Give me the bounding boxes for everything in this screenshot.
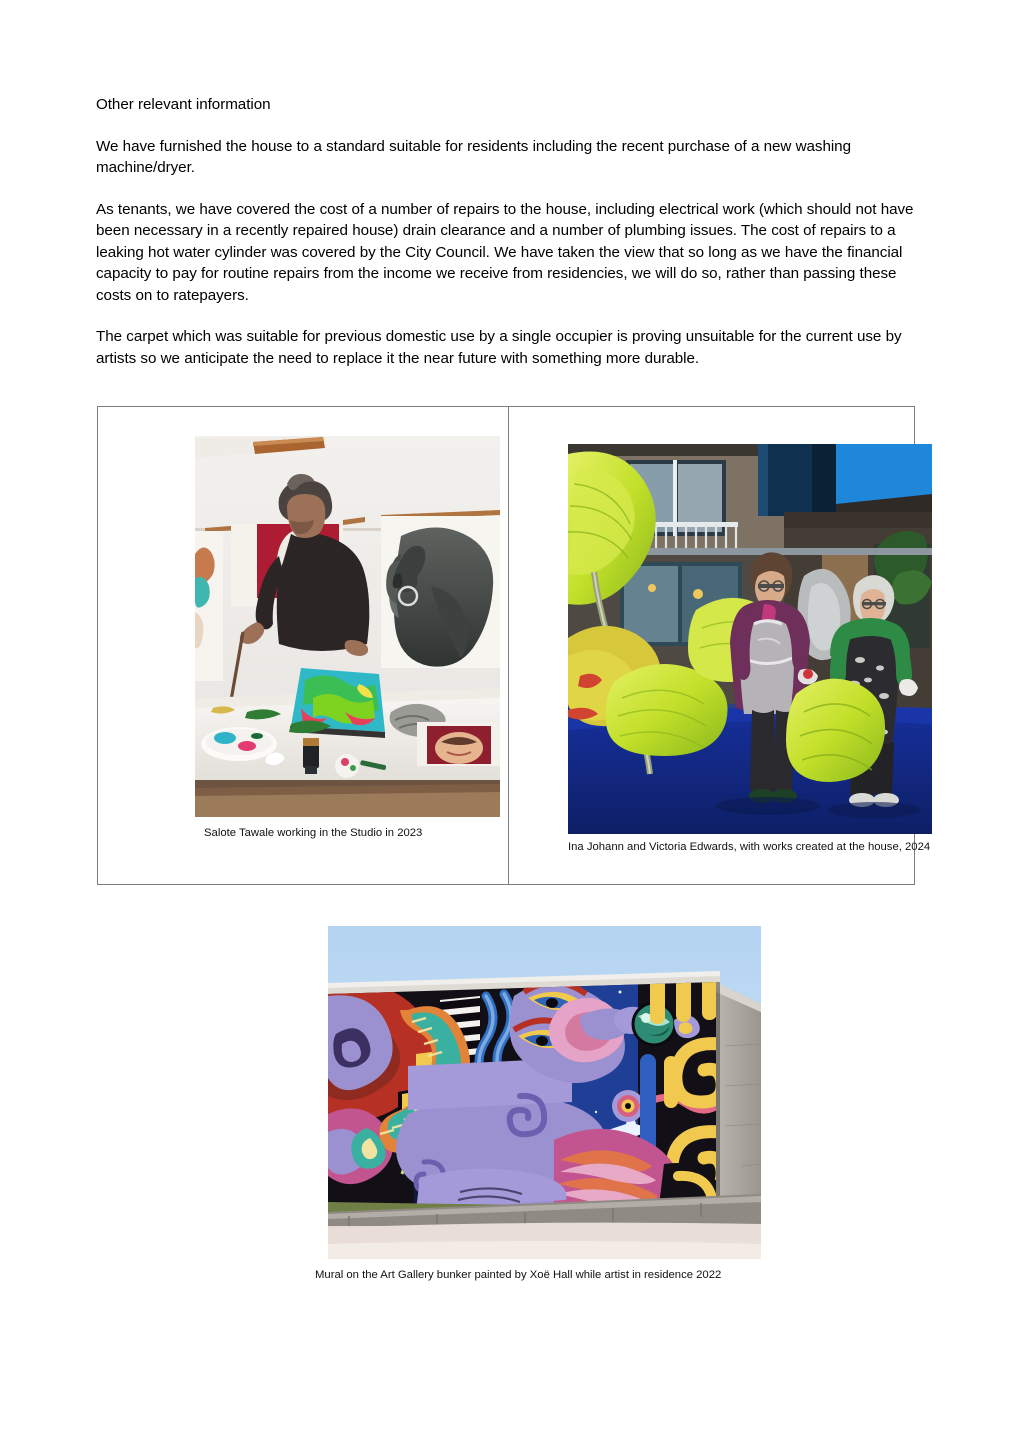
paragraph-carpet: The carpet which was suitable for previous domestic use by a single occupier is proving unsuitable for the current use by artists so we anticipate the need to replace it the near future with something more durable. [96, 328, 902, 367]
table-cell-left [98, 407, 509, 884]
document-text-body [96, 94, 914, 369]
figure-mural [315, 926, 761, 1282]
section-heading: Other relevant information [96, 96, 271, 113]
house-photo-caption: Ina Johann and Victoria Edwards, with works created at the house, 2024 [568, 841, 931, 853]
table-cell-right [509, 407, 931, 884]
mural-photo [328, 926, 761, 1259]
studio-photo-caption: Salote Tawale working in the Studio in 2023 [204, 827, 423, 839]
house-photo-graphic [568, 444, 932, 834]
photo-table [97, 406, 931, 885]
mural-photo-graphic [328, 926, 761, 1259]
studio-photo-graphic [195, 436, 500, 817]
paragraph-repairs: As tenants, we have covered the cost of a number of repairs to the house, including electrical work (which should not have been necessary in a recently repaired house) drain clearance and a number of plumbing issues. The cost of repairs to a leaking hot water cylinder was covered by the City Council. We have taken the view that so long as we have the financial capacity to pay for routine repairs from the income we receive from residencies, we will do so, rather than passing these costs on to ratepayers. [96, 200, 914, 304]
studio-photo [195, 436, 500, 817]
figure-house [568, 444, 932, 854]
paragraph-furnishing: We have furnished the house to a standard suitable for residents including the recent purchase of a new washing machine/dryer. [96, 137, 851, 176]
figure-studio [195, 436, 500, 840]
mural-photo-caption: Mural on the Art Gallery bunker painted by Xoë Hall while artist in residence 2022 [315, 1269, 722, 1281]
house-photo [568, 444, 932, 834]
